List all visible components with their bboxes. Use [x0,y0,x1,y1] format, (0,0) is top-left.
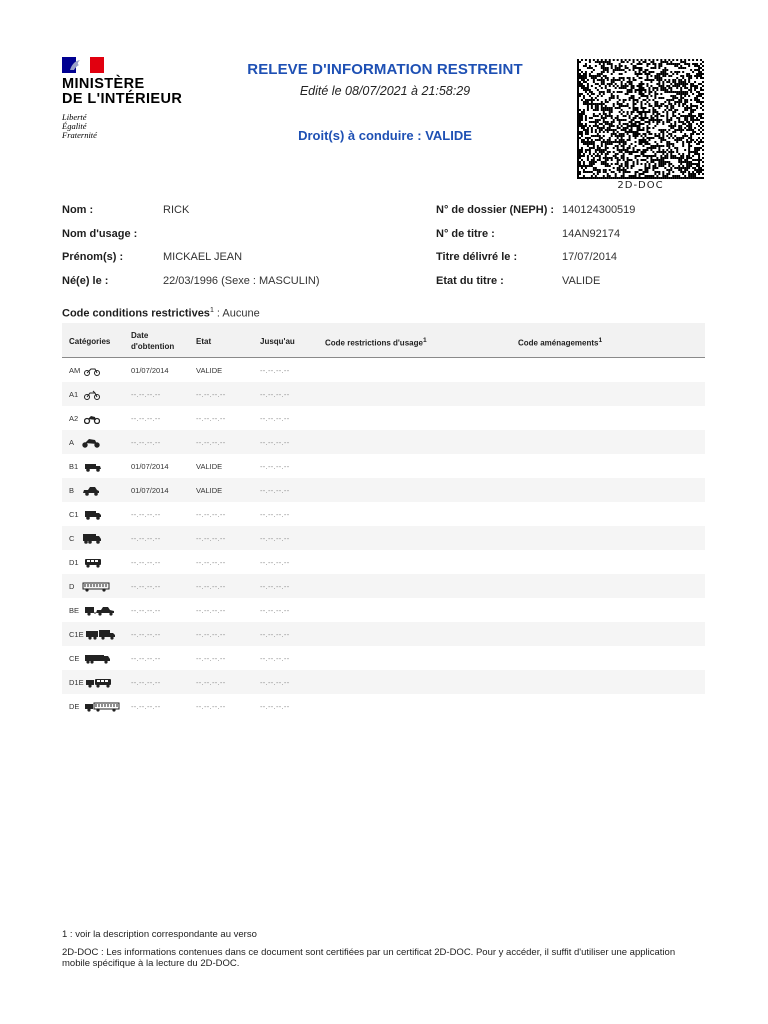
category-code: A [69,438,75,447]
jusqu-au: --.--.--.-- [260,390,290,399]
jusqu-au: --.--.--.-- [260,438,290,447]
etat-titre-label: Etat du titre : [436,275,504,287]
table-row [62,646,705,670]
table-row [62,574,705,598]
category-code: BE [69,606,80,615]
nom-usage-label: Nom d'usage : [62,228,138,240]
date-obtention: --.--.--.-- [131,438,161,447]
date-obtention: --.--.--.-- [131,510,161,519]
category-code: D1 [69,558,79,567]
footnote-2d-doc: 2D-DOC : Les informations contenues dans ce document sont certifiées par un certificat 2D-DOC. Pour y accéder, il suffit d'utiliser une application mobile spécifique à la lecture du 2D-DOC. [62,947,676,969]
2d-doc-label: 2D-DOC [617,180,664,191]
header-categories: Catégories [69,337,111,346]
2d-doc-barcode [577,59,704,179]
footnote-1: 1 : voir la description correspondante au verso [62,929,257,940]
quadricycle-icon [84,462,102,474]
jusqu-au: --.--.--.-- [260,630,290,639]
delivre-label: Titre délivré le : [436,251,518,263]
table-body [62,358,705,718]
etat: --.--.--.-- [196,414,226,423]
jusqu-au: --.--.--.-- [260,414,290,423]
dossier-value: 140124300519 [562,204,636,216]
category-code: B1 [69,462,79,471]
ministry-name [62,77,202,107]
category-code: DE [69,702,80,711]
table-row [62,526,705,550]
etat: VALIDE [196,486,223,495]
etat: --.--.--.-- [196,534,226,543]
nom-value: RICK [163,204,190,216]
restrictive-conditions-label: Code conditions restrictives [62,307,210,320]
etat: --.--.--.-- [196,630,226,639]
category-code: A2 [69,414,79,423]
birth-value: 22/03/1996 (Sexe : MASCULIN) [163,275,320,287]
etat: --.--.--.-- [196,702,226,711]
light-truck-icon [84,510,102,522]
motorcycle-icon [84,414,100,426]
table-row [62,358,705,382]
etat: --.--.--.-- [196,390,226,399]
minibus-trailer-icon [85,678,113,690]
dossier-label: N° de dossier (NEPH) : [436,204,555,216]
date-obtention: --.--.--.-- [131,606,161,615]
date-obtention: 01/07/2014 [131,366,169,375]
document-title: RELEVE D'INFORMATION RESTREINT [247,61,523,78]
header-jusqu: Jusqu'au [260,337,295,346]
restrictive-conditions-value: : Aucune [213,307,260,320]
table-row [62,382,705,406]
table-row [62,454,705,478]
titre-label: N° de titre : [436,228,495,240]
etat: --.--.--.-- [196,678,226,687]
date-obtention: --.--.--.-- [131,414,161,423]
motto-liberte: Liberté [62,112,87,122]
header-etat: Etat [196,337,212,346]
footnotes [62,929,702,976]
prenom-label: Prénom(s) : [62,251,124,263]
date-obtention: --.--.--.-- [131,534,161,543]
jusqu-au: --.--.--.-- [260,510,290,519]
header-date-1: Date [131,331,149,340]
ministry-line-1: MINISTÈRE [62,76,145,92]
table-row [62,406,705,430]
category-code: C [69,534,75,543]
titre-value: 14AN92174 [562,228,621,240]
date-obtention: --.--.--.-- [131,630,161,639]
minibus-icon [84,558,102,570]
jusqu-au: --.--.--.-- [260,558,290,567]
car-trailer-icon [84,606,116,618]
etat: VALIDE [196,366,223,375]
light-motorcycle-icon [84,390,100,402]
table-row [62,478,705,502]
category-code: C1 [69,510,79,519]
category-code: D [69,582,75,591]
category-code: B [69,486,75,495]
category-code: C1E [69,630,84,639]
bus-icon [82,582,110,594]
category-code: D1E [69,678,84,687]
category-code: A1 [69,390,79,399]
etat: --.--.--.-- [196,510,226,519]
etat: --.--.--.-- [196,438,226,447]
header-amenagements [518,337,602,348]
jusqu-au: --.--.--.-- [260,486,290,495]
header-amenagements-label: Code aménagements [518,338,599,348]
jusqu-au: --.--.--.-- [260,606,290,615]
bus-trailer-icon [84,702,120,714]
jusqu-au: --.--.--.-- [260,462,290,471]
header-restrictions-label: Code restrictions d'usage [325,338,423,348]
jusqu-au: --.--.--.-- [260,582,290,591]
title-block [225,61,545,143]
category-code: AM [69,366,81,375]
date-obtention: --.--.--.-- [131,390,161,399]
etat: VALIDE [196,462,223,471]
table-row [62,598,705,622]
truck-icon [82,534,102,546]
prenom-value: MICKAEL JEAN [163,251,243,263]
jusqu-au: --.--.--.-- [260,366,290,375]
driving-rights-status: Droit(s) à conduire : VALIDE [298,128,472,143]
date-obtention: --.--.--.-- [131,558,161,567]
table-row [62,430,705,454]
ministry-logo [62,57,202,140]
heavy-motorcycle-icon [82,438,100,450]
motto-egalite: Égalité [62,121,87,131]
date-obtention: --.--.--.-- [131,582,161,591]
motto-fraternite: Fraternité [62,130,97,140]
date-obtention: 01/07/2014 [131,462,169,471]
categories-table [62,323,705,718]
etat: --.--.--.-- [196,606,226,615]
delivre-value: 17/07/2014 [562,251,618,263]
edition-date: Edité le 08/07/2021 à 21:58:29 [299,84,471,98]
truck-trailer-icon [84,654,112,666]
jusqu-au: --.--.--.-- [260,654,290,663]
moped-icon [84,366,100,378]
table-row [62,694,705,718]
header-amenagements-sup: 1 [598,337,603,344]
jusqu-au: --.--.--.-- [260,678,290,687]
date-obtention: --.--.--.-- [131,702,161,711]
etat: --.--.--.-- [196,558,226,567]
etat-titre-value: VALIDE [562,275,601,287]
restrictive-conditions [62,307,260,320]
marianne-flag-icon [62,57,104,73]
jusqu-au: --.--.--.-- [260,702,290,711]
jusqu-au: --.--.--.-- [260,534,290,543]
ministry-line-2: DE L'INTÉRIEUR [62,91,183,107]
table-header [62,323,705,358]
car-icon [82,486,100,498]
header-restrictions-sup: 1 [422,337,427,344]
date-obtention: 01/07/2014 [131,486,169,495]
footnote-mark: 1 [209,307,214,314]
table-row [62,502,705,526]
table-row [62,670,705,694]
date-obtention: --.--.--.-- [131,678,161,687]
motto [62,113,202,140]
birth-label: Né(e) le : [62,275,109,287]
table-row [62,622,705,646]
header-restrictions [325,337,427,348]
light-truck-trailer-icon [85,630,117,642]
etat: --.--.--.-- [196,654,226,663]
nom-label: Nom : [62,204,94,216]
etat: --.--.--.-- [196,582,226,591]
date-obtention: --.--.--.-- [131,654,161,663]
header-date-2: d'obtention [131,342,175,351]
table-row [62,550,705,574]
category-code: CE [69,654,80,663]
